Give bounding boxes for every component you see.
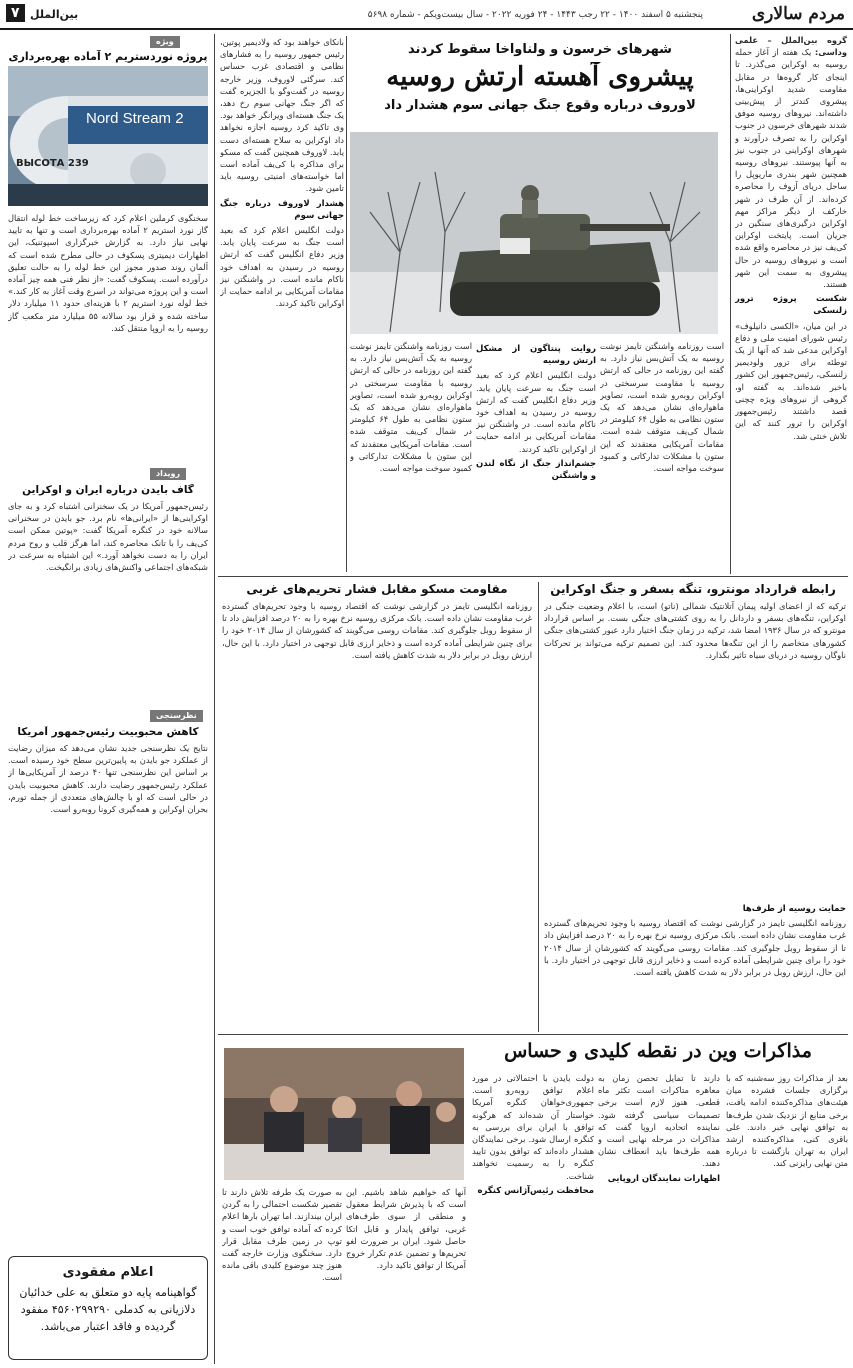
page-number: ۷ [6,4,25,22]
lead-deck: لاوروف درباره وقوع جنگ جهانی سوم هشدار داد [384,98,696,113]
vienna-col-5 [222,1186,342,1362]
lead-mid-text-c: است روزنامه واشنگتن تایمز نوشت روسیه به یک آتش‌بس نیاز دارد. به گفته این روزنامه در حالی که ارتش روسیه با مقاومت سرسختی در اوکراین روبه‌رو شده است، تصاویر ماهواره‌ای نشان می‌دهد که یک ستون نظامی به طول ۶۴ کیلومتر در شمال کی‌یف متوقف شده است. مقامات آمریکایی معتقدند که این ستون با مشکلات تدارکاتی و کمبود سوخت مواجه است. [350,341,472,474]
vienna-col-3 [472,1072,594,1362]
lead-intro-text: یک هفته از آغاز حمله روسیه به اوکراین می‌گذرد. تا اینجای کار گروه‌ها در مقابل مقاومت شدید اوکراینی‌ها، پیشروی کندتر از پیش‌بینی داشته‌اند. نیروهای روسیه موفق شدند شهرهای خرسون در جنوب اوکراین را به تصرف درآورند و شهرهای اوکراینی در جنوب نیز به آنها پیوستند. نیروهای روسیه همچنین شهر بندری ماریوپل را ساحل دریای آزوف را محاصره کرده‌اند. از آن طرف در شهر خارکف از دیگر مراکز مهم اوکراین درگیری‌های سنگین در جریان است. پایتخت اوکراین کی‌یف نیز در محاصره واقع شده است و نیروهای روسیه در حال پیشروی به سمت این شهر هستند. [735,47,847,290]
vienna-text-2: دارند تا تمایل تحصن زمان به معاهره متاکرات است تکثر ماه قطعی. هنوز لازم است برخی تصمیمات سیاسی گرفته شود. نماینده اتحادیه اروپا گفت که مذاکرات در مرحله نهایی است و همه طرف‌ها باید انعطاف نشان دهند. [598,1073,720,1169]
vienna-col-2 [598,1072,720,1362]
assassination-text: در این میان، «الکسی دانیلوف» رئیس شورای امنیت ملی و دفاع اوکراین مدعی شد که آنها از یک توطئه برای ترور ولودیمیر زلنسکی، رئیس‌جمهور این کشور باخبر شده‌اند. به گفته او، گروهی از نیروهای ویژه چچنی قصد داشتند رئیس‌جمهور اوکراین را ترور کنند که این تلاش خنثی شد. [735,320,847,441]
tank-illustration [350,132,718,334]
vienna-talks-illustration [224,1048,464,1180]
newspaper-brand: مردم سالاری [751,4,845,24]
column-divider [214,34,215,1364]
outlook-subhead: جشم‌انداز جنگ از نگاه لندن و واشنگتن [476,458,596,482]
lead-mid-column-a [600,340,724,570]
column-divider [346,36,347,572]
biden-tag: رویداد [150,468,186,480]
biden-headline: گاف بایدن درباره ایران و اوکراین [22,484,194,496]
dateline: پنجشنبه ۵ اسفند ۱۴۰۰ - ۲۲ رجب ۱۴۴۳ - ۲۴ فوریه ۲۰۲۲ - سال بیست‌ویکم - شماره ۵۶۹۸ [367,10,703,20]
lead-kicker: شهرهای خرسون و ولناواخا سقوط کردند [408,42,672,57]
vienna-talks-photo [224,1048,464,1180]
notice-body: گواهینامه پایه دو متعلق به علی خدائیان دلازیانی به کدملی ۴۵۶۰۲۹۹۲۹۰ مفقود گردیده و فاقد اعتبار می‌باشد. [19,1286,197,1333]
moscow-body: روزنامه انگلیسی تایمز در گزارشی نوشت که اقتصاد روسیه با وجود تحریم‌های گسترده غرب مقاومت نشان داده است. بانک مرکزی روسیه نرخ بهره را به ۲۰ درصد افزایش داد تا از سقوط روبل جلوگیری کند. مقامات روسی می‌گویند که کشورشان از سال ۲۰۱۴ خود را برای چنین شرایطی آماده کرده است و ذخایر ارزی قابل توجهی در اختیار دارد. با این حال، ارزش روبل در برابر دلار به شدت کاهش یافته است. [222,601,532,660]
pipeline-photo [8,66,208,206]
lead-mid-column-c [350,340,472,570]
tank-photo [350,132,718,334]
lead-mid-text-a: است روزنامه واشنگتن تایمز نوشت روسیه به یک آتش‌بس نیاز دارد. به گفته این روزنامه در حالی که ارتش روسیه با مقاومت سرسختی در اوکراین روبه‌رو شده است، تصاویر ماهواره‌ای نشان می‌دهد که یک ستون نظامی به طول ۶۴ کیلومتر در شمال کی‌یف متوقف شده است. مقامات آمریکایی معتقدند که این ستون با مشکلات تدارکاتی و کمبود سوخت مواجه است. [600,341,724,474]
popularity-tag: نظرسنجی [150,710,203,722]
vienna-text-3: دولت بایدن با احتمالاتی در مورد اعلام توافق روبه‌رو است. جمهوری‌خواهان کنگره آمریکا خواستار آن شده‌اند که هرگونه توافق با ایران برای بررسی به کنگره ارسال شود. برخی نمایندگان هشدار داده‌اند که توافق بدون تایید کنگره را به رسمیت نخواهند شناخت. [472,1073,594,1181]
moscow-headline: مقاومت مسکو مقابل فشار تحریم‌های غربی [246,582,508,596]
biden-body: رئیس‌جمهور آمریکا در یک سخنرانی اشتباه کرد و به جای اوکراینی‌ها از «ایرانی‌ها» نام برد. جو بایدن در سخنرانی سالانه خود در کنگره آمریکا گفت: «پوتین ممکن است کی‌یف را با تانک محاصره کند، اما هرگز قلب و روح مردم ایران را به دست نخواهد آورد.» این اشتباه به سرعت در شبکه‌های اجتماعی واکنش‌های زیادی برانگیخت. [8,501,208,573]
nordstream-body: سخنگوی کرملین اعلام کرد که زیرساخت خط لوله انتقال گاز نورد استریم ۲ آماده بهره‌برداری است و تنها به تایید نهایی نیاز دارد. به گزارش خبرگزاری اسپوتنیک، این اظهارات دیمیتری پسکوف در حالی مطرح شده است که آلمان روند صدور مجوز این خط لوله را به حالت تعلیق درآورده است. پسکوف گفت: «از نظر فنی همه چیز آماده است و این پروژه می‌تواند در اسرع وقت آغاز به کار کند.» خط لوله نورد استریم ۲ با هزینه‌ای حدود ۱۱ میلیارد دلار ساخته شده و قرار بود سالانه ۵۵ میلیارد متر مکعب گاز روسیه را به اروپا منتقل کند. [8,213,208,333]
nordstream-headline: پروژه نوردستریم ۲ آماده بهره‌برداری [8,50,208,63]
lost-document-notice [8,1256,208,1360]
pipeline-illustration [8,66,208,206]
turkey-body-continued [544,900,846,1030]
vienna-text-4: آنها که خواهیم شاهد باشیم. این است که با پذیرش شرایط معقول و منطقی از سوی طرف‌های غربی، توافق پایدار و قابل اتکا حاصل شود. ایران بر ضرورت لغو تحریم‌ها و تضمین عدم تکرار خروج آمریکا از توافق تاکید دارد. [346,1187,466,1271]
byline: گروه بین‌الملل – علمی وداسی: [735,35,847,58]
section-name: بین‌الملل [30,8,79,21]
turkey-headline: رابطه قرارداد مونترو، تنگه بسفر و جنگ اوکراین [550,582,836,596]
vienna-headline: مذاکرات وین در نقطه کلیدی و حساس [504,1040,812,1062]
vienna-text-1: بعد از مذاکرات روز سه‌شنبه که با برگزاری جلسات فشرده میان هیئت‌های مذاکره‌کننده ادامه یافت، برخی منابع از نزدیک شدن طرف‌ها به توافق نهایی خبر دادند. علی باقری کنی، مذاکره‌کننده ارشد ایران به تهران بازگشت تا درباره متن نهایی رایزنی کند. [726,1073,848,1169]
horizontal-rule [218,576,848,577]
column-divider [538,582,539,1032]
pipeline-logo: Nord Stream 2 [86,110,184,127]
pipeline-marking: ВЫСОТА 239 [16,158,89,169]
vienna-subhead-1: اظهارات نمایندگان اروپایی [607,1173,720,1184]
turkey-text-2: روزنامه انگلیسی تایمز در گزارشی نوشت که اقتصاد روسیه با وجود تحریم‌های گسترده غرب مقاومت نشان داده است. بانک مرکزی روسیه نرخ بهره را به ۲۰ درصد افزایش داد تا از سقوط روبل جلوگیری کند. مقامات روسی می‌گویند که کشورشان از سال ۲۰۱۴ خود را برای چنین شرایطی آماده کرده است و ذخایر ارزی قابل توجهی در اختیار دارد. با این حال، ارزش روبل در برابر دلار به شدت کاهش یافته است. [544,918,846,978]
lavrov-text: دولت انگلیس اعلام کرد که بعید است جنگ به سرعت پایان یابد. وزیر دفاع انگلیس گفت که ارتش روسیه در رسیدن به اهداف خود ناکام مانده است. در واشنگتن نیز مقامات آمریکایی بر ادامه حمایت از اوکراین تاکید کردند. [220,225,344,309]
lavrov-subhead: هشدار لاوروف درباره جنگ جهانی سوم [220,198,344,221]
vienna-subhead-2: محافظت رئیس‌آژانس کنگره [477,1185,594,1196]
vienna-col-1 [726,1072,848,1362]
masthead [0,0,853,30]
column-divider [730,34,731,574]
vienna-col-4 [346,1186,466,1362]
notice-title: اعلام مفقودی [62,1265,154,1280]
lead-left-column [220,36,344,572]
pentagon-text: دولت انگلیس اعلام کرد که بعید است جنگ به سرعت پایان یابد. وزیر دفاع انگلیس گفت که ارتش روسیه در رسیدن به اهداف خود ناکام مانده است. در واشنگتن نیز مقامات آمریکایی بر ادامه حمایت از اوکراین تاکید کردند. [476,370,596,454]
lead-mid-column-b [476,340,596,570]
nordstream-tag: ویژه [150,36,180,48]
lavrov-intro: بانکای خواهند بود که ولادیمیر پوتین، رئیس جمهور روسیه را به فشارهای نظامی و اقتصادی غرب حساس کند. سرگئی لاوروف، وزیر خارجه روسیه در گفت‌وگو با الجزیره گفت که اگر جنگ جهانی سوم رخ دهد، یک جنگ هسته‌ای ویرانگر خواهد بود. وی تاکید کرد روسیه اجازه نخواهد داد اوکراین به سلاح هسته‌ای دست یابد. لاوروف همچنین گفت که مسکو برای مذاکره با کی‌یف آماده است اما خواسته‌های امنیتی روسیه باید تامین شود. [220,37,344,194]
vienna-text-5: به صورت یک طرفه تلاش دارند تا تقصیر شکست احتمالی را به گردن ایران بیندازند. اما تهران بارها اعلام کرده که آماده توافق خوب است و توپ در زمین طرف مقابل قرار دارد. سخنگوی وزارت خارجه گفت هنوز چند موضوع کلیدی باقی مانده است. [222,1187,342,1283]
popularity-headline: کاهش محبوبیت رئیس‌جمهور آمریکا [17,726,199,738]
lead-headline: پیشروی آهسته ارتش روسیه [386,62,694,92]
pentagon-subhead: روایت پنتاگون از مشکل ارتش روسیه [476,344,596,367]
horizontal-rule [218,1034,848,1035]
turkey-subhead: حمایت روسیه از طرف‌ها [742,904,846,914]
assassination-subhead: شکست پروژه ترور زلنسکی [735,294,847,317]
turkey-body: ترکیه که از اعضای اولیه پیمان آتلانتیک شمالی (ناتو) است، با اعلام وضعیت جنگی در اوکراین، تنگه‌های بسفر و داردانل را به روی کشتی‌های جنگی بست. بر اساس قرارداد مونترو که در سال ۱۹۳۶ امضا شد، ترکیه در زمان جنگ اختیار دارد عبور کشتی‌های جنگی کشورهای متخاصم را از این تنگه‌ها محدود کند. این تصمیم ترکیه می‌تواند بر تحرکات ناوگان روسیه در دریای سیاه تاثیر بگذارد. [544,601,846,660]
popularity-body: نتایج یک نظرسنجی جدید نشان می‌دهد که میزان رضایت از عملکرد جو بایدن به پایین‌ترین سطح خود رسیده است. بر اساس این نظرسنجی تنها ۴۰ درصد از آمریکایی‌ها از عملکرد رئیس‌جمهور رضایت دارند. کاهش محبوبیت بایدن در حالی است که او با چالش‌های متعددی از جمله تورم، بحران اوکراین و همه‌گیری کرونا روبه‌رو است. [8,743,208,815]
